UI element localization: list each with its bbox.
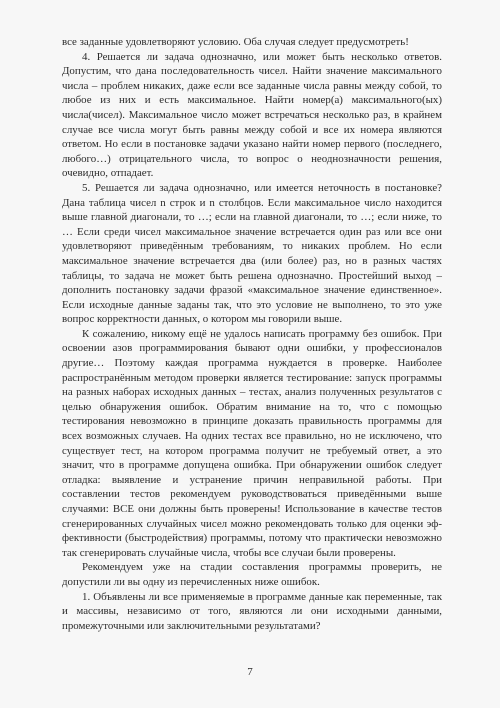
paragraph-testing: К сожалению, никому ещё не удалось написать программу без ошибок. При освоении азов программирования бывают одни ошибки, у профессионалов другие… Поэтому каждая программа нуждается в проверке. Наиболее распространённым методом проверки является тестирование: запуск программы на разных наборах исходных данных – тестах, анализ полученных результатов с целью обнаружения ошибок. Обратим внимание на то, что с помощью тестирования невозможно в принципе доказать правильность программы для всех возможных случаев. На одних тестах все правильно, но не исключено, что существует тест, на котором программа получит не требуемый ответ, а это значит, что в программе допущена ошибка. При обнаружении ошибок следует отладка: выявление и устранение причин неправильной работы. При составлении тестов рекомендуем руководствоваться приведёнными выше случаями: ВСЕ они должны быть проверены! Использование в качестве тестов сгенерированных случайных чисел можно рекомендовать только для оценки эффективности (быстродействия) программы, потому что практически невозможно так сгенерировать случайные числа, чтобы все случаи были проверены. [62,327,442,559]
paragraph-item-5: 5. Решается ли задача однозначно, или имеется неточность в постановке? Дана таблица чисел n строк и n столбцов. Если максимальное число находится выше главной диагонали, то …; если на главной диагонали, то …; если ниже, то … Если среди чисел максимальное значение встречается один раз или все они удовлетворяют приведённым требованиям, то никаких проблем. Но если максимальное значение встречается два (или более) раз, но в разных частях таблицы, то задача не может быть решена однозначно. Простейший выход – дополнить постановку задачи фразой «максимальное значение единственное». Если исходные данные заданы так, что это условие не выполнено, то это уже вопрос корректности данных, о котором мы говорили выше. [62,181,442,326]
paragraph-item-1: 1. Объявлены ли все применяемые в программе данные как переменные, так и массивы, независимо от того, являются ли они исходными данными, промежуточными или заключительными результатами? [62,590,442,632]
body-text [62,35,442,633]
paragraph-recommendation: Рекомендуем уже на стадии составления программы проверить, не допустили ли вы одну из перечисленных ниже ошибок. [62,561,442,588]
page-number: 7 [247,666,253,678]
paragraph-item-4: 4. Решается ли задача однозначно, или может быть несколько ответов. Допустим, что дана последовательность чисел. Найти значение максимального числа – проблем никаких, даже если все заданные числа равны между собой, то любое из них и есть максимальное. Найти номер(а) максимального(ых) числа(чисел). Максимальное число может встречаться несколько раз, в крайнем случае все числа могут быть равны между собой и все их номера являются ответом. Но если в постановке задачи указано найти номер первого (последнего, любого…) отрицательного числа, то вопрос о неоднозначности решения, очевидно, отпадает. [62,50,442,180]
paragraph-continuation: все заданные удовлетворяют условию. Оба случая следует предусмотреть! [62,36,409,48]
